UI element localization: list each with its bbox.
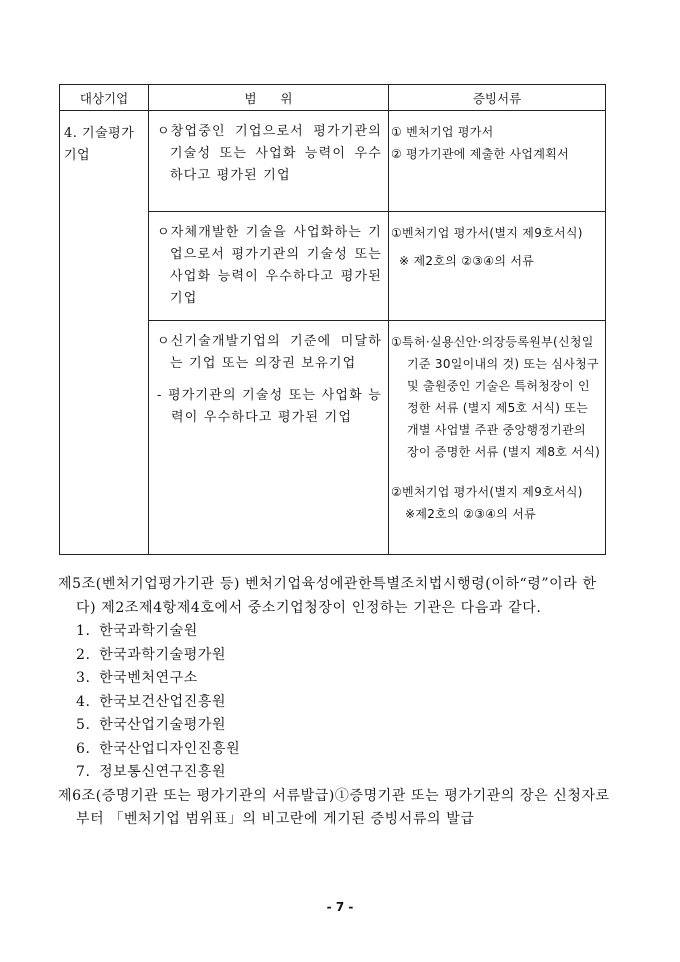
scope-cell xyxy=(149,321,389,555)
documents-cell xyxy=(389,111,606,212)
documents-cell xyxy=(389,212,606,321)
header-documents: 증빙서류 xyxy=(389,85,606,111)
list-item: 5. 한국산업기술평가원 xyxy=(76,717,227,733)
target-label: 4. 기술평가기업 xyxy=(64,126,135,163)
regulation-body xyxy=(58,573,612,832)
institution-name: 한국과학기술평가원 xyxy=(99,646,227,663)
scope-text: ㅇ신기술개발기업의 기준에 미달하는 기업 또는 의장권 보유기업 xyxy=(157,334,382,371)
institution-name: 한국벤처연구소 xyxy=(99,670,198,686)
institution-name: 한국산업기술평가원 xyxy=(99,717,227,733)
table-header-row xyxy=(60,85,606,111)
scope-subtext: - 평가기관의 기술성 또는 사업화 능력이 우수하다고 평가된 기업 xyxy=(157,388,382,425)
institution-name: 한국과학기술원 xyxy=(99,623,198,639)
institution-name: 한국산업디자인진흥원 xyxy=(99,740,241,757)
list-item: 6. 한국산업디자인진흥원 xyxy=(76,740,241,757)
list-item: 3. 한국벤처연구소 xyxy=(76,670,198,686)
scope-text: ㅇ자체개발한 기술을 사업화하는 기업으로서 평가기관의 기술성 또는 사업화 능력이 우수하다고 평가된 기업 xyxy=(157,225,382,306)
document-item: ①특허·실용신안·의장등록원부(신청일 기준 30일이내의 것) 또는 심사청구 및 출원중인 기술은 특허청장이 인정한 서류 (별지 제5호 서식) 또는 개별 사업별 주관 중앙행정기관의 장이 증명한 서류 (별지 제8호 서식) xyxy=(391,335,601,459)
scope-text: ㅇ창업중인 기업으로서 평가기관의 기술성 또는 사업화 능력이 우수하다고 평가된 기업 xyxy=(157,124,382,183)
list-item: 7. 정보통신연구진흥원 xyxy=(76,764,227,780)
list-item: 4. 한국보건산업진흥원 xyxy=(76,693,227,710)
document-note: ※ 제2호의 ②③④의 서류 xyxy=(399,254,535,268)
institution-name: 한국보건산업진흥원 xyxy=(99,693,227,710)
article-5-text: 제5조(벤처기업평가기관 등) 벤처기업육성에관한특별조치법시행령(이하“령”이라 한다) 제2조제4항제4호에서 중소기업청장이 인정하는 기관은 다음과 같다. xyxy=(58,576,597,616)
scope-cell xyxy=(149,212,389,321)
document-note: ※제2호의 ②③④의 서류 xyxy=(405,507,537,521)
target-cell xyxy=(60,111,149,555)
documents-cell xyxy=(389,321,606,555)
document-item: ①벤처기업 평가서(별지 제9호서식) xyxy=(391,226,583,240)
header-target: 대상기업 xyxy=(60,85,149,111)
venture-criteria-table xyxy=(59,84,606,555)
table-row xyxy=(60,111,606,212)
institution-name: 정보통신연구진흥원 xyxy=(99,764,227,780)
header-scope: 범 위 xyxy=(149,85,389,111)
scope-cell xyxy=(149,111,389,212)
page-number: - 7 - xyxy=(326,900,354,914)
institution-list xyxy=(58,620,612,785)
document-item: ②벤처기업 평가서(별지 제9호서식) xyxy=(391,485,583,499)
document-item: ② 평가기관에 제출한 사업계획서 xyxy=(391,147,569,161)
document-item: ① 벤처기업 평가서 xyxy=(391,125,494,139)
list-item: 2. 한국과학기술평가원 xyxy=(76,646,227,663)
article-6-text: 제6조(증명기관 또는 평가기관의 서류발급)①증명기관 또는 평가기관의 장은 신청자로 부터 「벤처기업 범위표」의 비고란에 게기된 증빙서류의 발급 xyxy=(58,787,610,827)
list-item: 1. 한국과학기술원 xyxy=(76,623,198,639)
